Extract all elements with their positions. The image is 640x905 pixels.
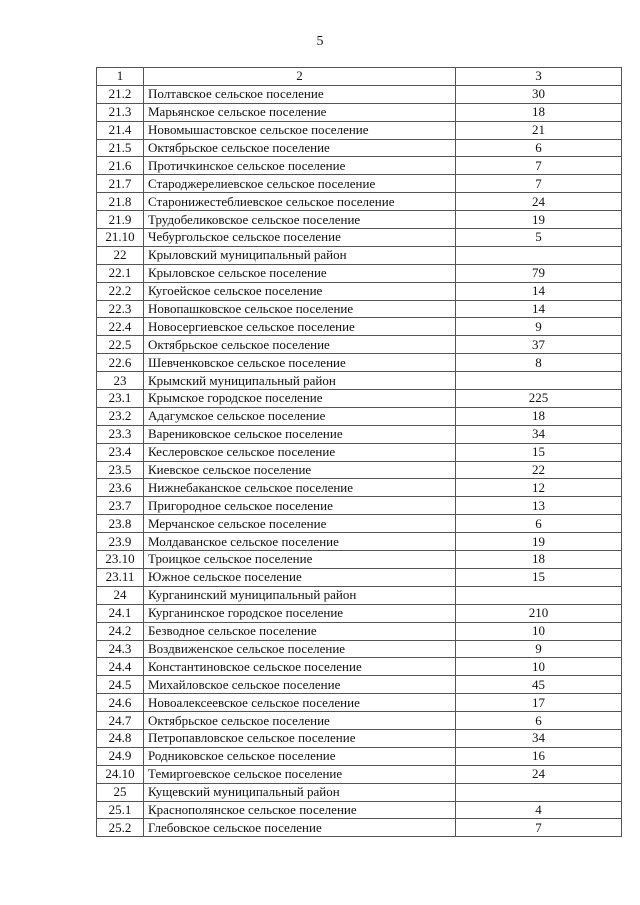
row-number-cell: 21.2	[97, 85, 144, 103]
table-row	[97, 211, 622, 229]
row-number-cell: 24.2	[97, 622, 144, 640]
table-row	[97, 640, 622, 658]
row-name-cell: Пригородное сельское поселение	[144, 497, 456, 515]
row-name-cell: Протичкинское сельское поселение	[144, 157, 456, 175]
row-number-cell: 23.4	[97, 443, 144, 461]
row-name-cell: Новомышастовское сельское поселение	[144, 121, 456, 139]
row-name-cell: Михайловское сельское поселение	[144, 676, 456, 694]
row-number-cell: 24.10	[97, 765, 144, 783]
table-row	[97, 336, 622, 354]
row-number-cell: 22.4	[97, 318, 144, 336]
row-number-cell: 21.10	[97, 229, 144, 247]
table-row	[97, 354, 622, 372]
row-number-cell: 21.4	[97, 121, 144, 139]
header-cell-number: 1	[97, 68, 144, 86]
row-number-cell: 21.7	[97, 175, 144, 193]
table-row	[97, 443, 622, 461]
row-name-cell: Петропавловское сельское поселение	[144, 729, 456, 747]
row-number-cell: 25	[97, 783, 144, 801]
row-value-cell: 6	[456, 515, 622, 533]
row-number-cell: 23.2	[97, 407, 144, 425]
row-number-cell: 23.11	[97, 568, 144, 586]
row-value-cell: 12	[456, 479, 622, 497]
table-row	[97, 157, 622, 175]
row-number-cell: 24.7	[97, 712, 144, 730]
row-name-cell: Мерчанское сельское поселение	[144, 515, 456, 533]
row-value-cell: 15	[456, 568, 622, 586]
row-name-cell: Чебургольское сельское поселение	[144, 229, 456, 247]
row-value-cell: 10	[456, 622, 622, 640]
table-row	[97, 729, 622, 747]
table-header-row	[97, 68, 622, 86]
table-row	[97, 551, 622, 569]
row-name-cell: Кугоейское сельское поселение	[144, 282, 456, 300]
row-name-cell: Краснополянское сельское поселение	[144, 801, 456, 819]
row-number-cell: 25.1	[97, 801, 144, 819]
row-value-cell: 15	[456, 443, 622, 461]
header-cell-value: 3	[456, 68, 622, 86]
row-number-cell: 23.5	[97, 461, 144, 479]
row-value-cell: 18	[456, 103, 622, 121]
row-number-cell: 23.7	[97, 497, 144, 515]
row-number-cell: 21.3	[97, 103, 144, 121]
table-row	[97, 712, 622, 730]
table-row	[97, 175, 622, 193]
table-row	[97, 193, 622, 211]
row-number-cell: 22.3	[97, 300, 144, 318]
row-number-cell: 24.6	[97, 694, 144, 712]
row-number-cell: 22.1	[97, 264, 144, 282]
row-number-cell: 21.6	[97, 157, 144, 175]
row-name-cell: Курганинский муниципальный район	[144, 586, 456, 604]
table-row	[97, 568, 622, 586]
row-value-cell: 18	[456, 551, 622, 569]
row-name-cell: Старонижестеблиевское сельское поселение	[144, 193, 456, 211]
row-name-cell: Варениковское сельское поселение	[144, 425, 456, 443]
row-value-cell: 10	[456, 658, 622, 676]
row-value-cell: 225	[456, 390, 622, 408]
row-number-cell: 23.1	[97, 390, 144, 408]
table-row	[97, 694, 622, 712]
row-name-cell: Марьянское сельское поселение	[144, 103, 456, 121]
settlements-table	[96, 67, 622, 837]
table-row	[97, 264, 622, 282]
row-number-cell: 22.6	[97, 354, 144, 372]
row-value-cell	[456, 246, 622, 264]
table-row	[97, 586, 622, 604]
table-row	[97, 372, 622, 390]
row-value-cell: 19	[456, 533, 622, 551]
row-name-cell: Константиновское сельское поселение	[144, 658, 456, 676]
row-value-cell	[456, 372, 622, 390]
row-value-cell: 6	[456, 712, 622, 730]
row-name-cell: Крыловский муниципальный район	[144, 246, 456, 264]
row-name-cell: Темиргоевское сельское поселение	[144, 765, 456, 783]
table-body	[97, 68, 622, 837]
row-name-cell: Молдаванское сельское поселение	[144, 533, 456, 551]
row-value-cell: 7	[456, 175, 622, 193]
row-value-cell: 21	[456, 121, 622, 139]
row-value-cell: 24	[456, 765, 622, 783]
row-name-cell: Октябрьское сельское поселение	[144, 139, 456, 157]
row-value-cell: 24	[456, 193, 622, 211]
row-value-cell: 13	[456, 497, 622, 515]
row-name-cell: Воздвиженское сельское поселение	[144, 640, 456, 658]
row-number-cell: 24.4	[97, 658, 144, 676]
row-number-cell: 25.2	[97, 819, 144, 837]
row-name-cell: Нижнебаканское сельское поселение	[144, 479, 456, 497]
table-row	[97, 318, 622, 336]
table-row	[97, 479, 622, 497]
row-value-cell: 45	[456, 676, 622, 694]
row-number-cell: 22.5	[97, 336, 144, 354]
row-value-cell: 7	[456, 157, 622, 175]
row-value-cell: 79	[456, 264, 622, 282]
table-row	[97, 282, 622, 300]
row-number-cell: 23.3	[97, 425, 144, 443]
row-name-cell: Адагумское сельское поселение	[144, 407, 456, 425]
table-row	[97, 819, 622, 837]
table-row	[97, 425, 622, 443]
row-number-cell: 24.8	[97, 729, 144, 747]
row-number-cell: 22.2	[97, 282, 144, 300]
row-value-cell: 19	[456, 211, 622, 229]
row-value-cell: 8	[456, 354, 622, 372]
row-value-cell: 34	[456, 425, 622, 443]
table-row	[97, 765, 622, 783]
table-row	[97, 229, 622, 247]
row-value-cell: 17	[456, 694, 622, 712]
row-name-cell: Глебовское сельское поселение	[144, 819, 456, 837]
row-value-cell: 6	[456, 139, 622, 157]
row-name-cell: Октябрьское сельское поселение	[144, 712, 456, 730]
row-name-cell: Троицкое сельское поселение	[144, 551, 456, 569]
table-row	[97, 622, 622, 640]
table-row	[97, 658, 622, 676]
row-number-cell: 23.9	[97, 533, 144, 551]
row-value-cell: 22	[456, 461, 622, 479]
row-value-cell: 9	[456, 640, 622, 658]
row-value-cell: 5	[456, 229, 622, 247]
row-number-cell: 24	[97, 586, 144, 604]
row-value-cell: 9	[456, 318, 622, 336]
row-number-cell: 24.1	[97, 604, 144, 622]
table-row	[97, 801, 622, 819]
row-number-cell: 23.8	[97, 515, 144, 533]
table-row	[97, 461, 622, 479]
row-name-cell: Южное сельское поселение	[144, 568, 456, 586]
row-name-cell: Новосергиевское сельское поселение	[144, 318, 456, 336]
row-number-cell: 23.6	[97, 479, 144, 497]
row-name-cell: Крыловское сельское поселение	[144, 264, 456, 282]
table-row	[97, 515, 622, 533]
row-value-cell	[456, 586, 622, 604]
row-name-cell: Крымское городское поселение	[144, 390, 456, 408]
row-name-cell: Крымский муниципальный район	[144, 372, 456, 390]
table-row	[97, 300, 622, 318]
row-name-cell: Октябрьское сельское поселение	[144, 336, 456, 354]
row-name-cell: Староджерелиевское сельское поселение	[144, 175, 456, 193]
table-row	[97, 390, 622, 408]
row-number-cell: 22	[97, 246, 144, 264]
row-name-cell: Кущевский муниципальный район	[144, 783, 456, 801]
row-value-cell: 18	[456, 407, 622, 425]
row-value-cell: 16	[456, 747, 622, 765]
row-number-cell: 24.5	[97, 676, 144, 694]
row-value-cell: 14	[456, 282, 622, 300]
row-value-cell	[456, 783, 622, 801]
table-row	[97, 103, 622, 121]
row-value-cell: 14	[456, 300, 622, 318]
table-row	[97, 121, 622, 139]
row-value-cell: 34	[456, 729, 622, 747]
row-number-cell: 24.9	[97, 747, 144, 765]
row-name-cell: Новоалексеевское сельское поселение	[144, 694, 456, 712]
row-value-cell: 4	[456, 801, 622, 819]
row-value-cell: 30	[456, 85, 622, 103]
row-value-cell: 37	[456, 336, 622, 354]
row-number-cell: 23	[97, 372, 144, 390]
row-name-cell: Курганинское городское поселение	[144, 604, 456, 622]
row-number-cell: 24.3	[97, 640, 144, 658]
table-row	[97, 676, 622, 694]
table-row	[97, 246, 622, 264]
table-row	[97, 783, 622, 801]
table-row	[97, 139, 622, 157]
table-row	[97, 407, 622, 425]
row-number-cell: 21.8	[97, 193, 144, 211]
row-name-cell: Полтавское сельское поселение	[144, 85, 456, 103]
row-name-cell: Новопашковское сельское поселение	[144, 300, 456, 318]
row-name-cell: Киевское сельское поселение	[144, 461, 456, 479]
table-row	[97, 604, 622, 622]
row-name-cell: Кеслеровское сельское поселение	[144, 443, 456, 461]
row-value-cell: 210	[456, 604, 622, 622]
table-row	[97, 85, 622, 103]
row-value-cell: 7	[456, 819, 622, 837]
row-name-cell: Шевченковское сельское поселение	[144, 354, 456, 372]
table-row	[97, 747, 622, 765]
table-row	[97, 533, 622, 551]
row-name-cell: Трудобеликовское сельское поселение	[144, 211, 456, 229]
table-row	[97, 497, 622, 515]
page-number: 5	[316, 34, 324, 49]
row-name-cell: Безводное сельское поселение	[144, 622, 456, 640]
row-number-cell: 21.9	[97, 211, 144, 229]
row-number-cell: 21.5	[97, 139, 144, 157]
row-number-cell: 23.10	[97, 551, 144, 569]
row-name-cell: Родниковское сельское поселение	[144, 747, 456, 765]
header-cell-name: 2	[144, 68, 456, 86]
